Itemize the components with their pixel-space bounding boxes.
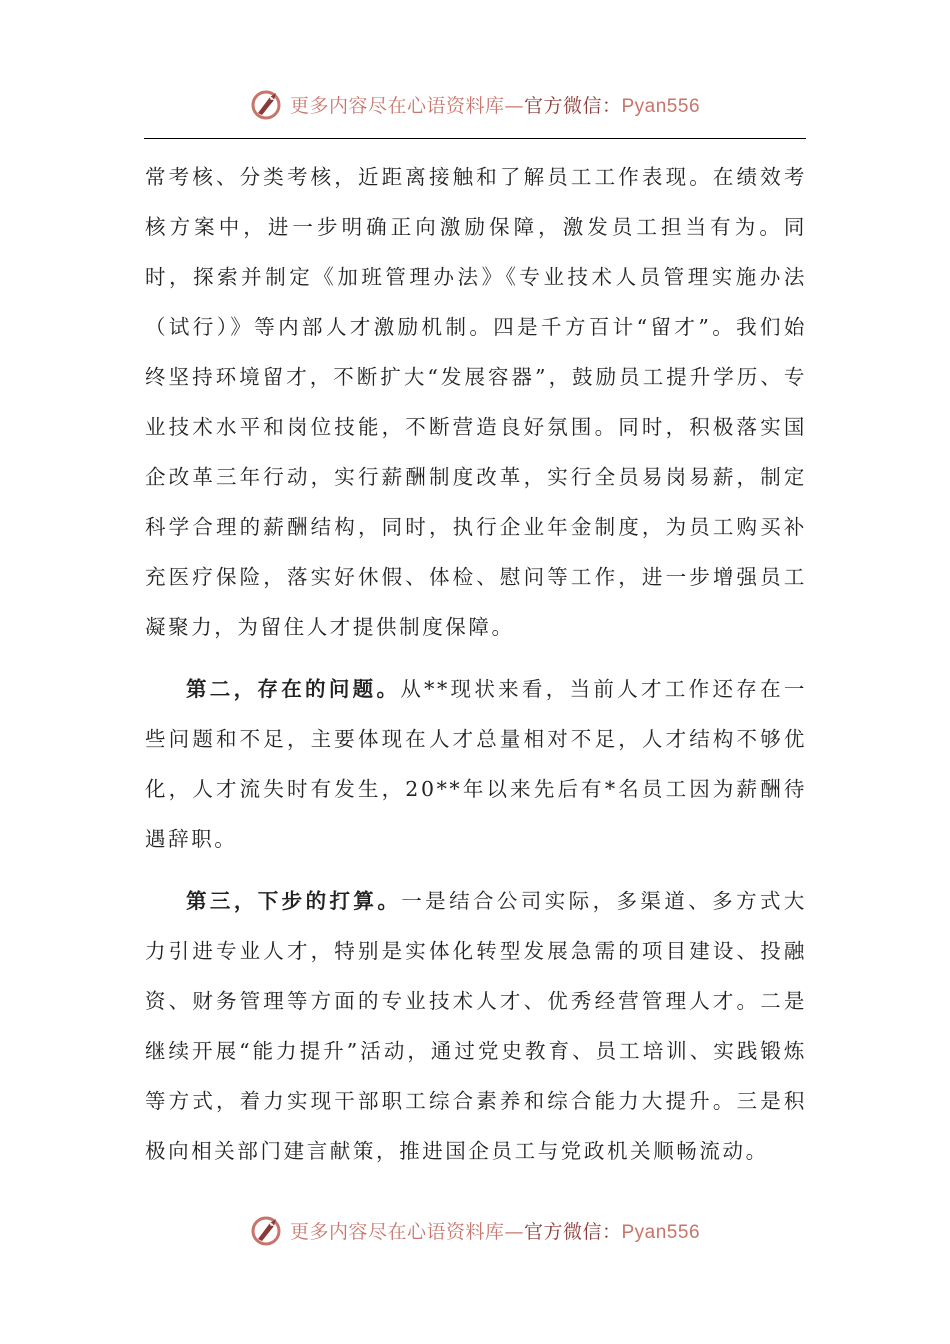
header-banner-content [250, 87, 700, 121]
paragraph-3-text: 一是结合公司实际，多渠道、多方式大力引进专业人才，特别是实体化转型发展急需的项目建设、投融资、财务管理等方面的专业技术人才、优秀经营管理人才。二是继续开展“能力提升”活动，通过党史教育、员工培训、实践锻炼等方式，着力实现干部职工综合素养和综合能力大提升。三是积极向相关部门建言献策，推进国企员工与党政机关顺畅流动。 [145, 889, 807, 1163]
header-banner [0, 84, 950, 124]
paragraph-2-text: 从**现状来看，当前人才工作还存在一些问题和不足，主要体现在人才总量相对不足，人才结构不够优化，人才流失时有发生，20**年以来先后有*名员工因为薪酬待遇辞职。 [145, 677, 807, 851]
header-dash: — [504, 94, 524, 117]
footer-banner [0, 1210, 950, 1250]
header-site-text: 更多内容尽在心语资料库 [289, 94, 505, 117]
paragraph-3-heading: 第三，下步的打算。 [186, 889, 402, 913]
footer-site-text: 更多内容尽在心语资料库 [289, 1220, 505, 1243]
footer-wechat-label: 官方微信： [523, 1220, 622, 1243]
pen-nib-logo-icon [250, 1213, 284, 1247]
header-wechat-label: 官方微信： [523, 94, 622, 117]
paragraph-1: 常考核、分类考核，近距离接触和了解员工工作表现。在绩效考核方案中，进一步明确正向激励保障，激发员工担当有为。同时，探索并制定《加班管理办法》《专业技术人员管理实施办法（试行）》等内部人才激励机制。四是千方百计“留才”。我们始终坚持环境留才，不断扩大“发展容器”，鼓励员工提升学历、专业技术水平和岗位技能，不断营造良好氛围。同时，积极落实国企改革三年行动，实行薪酬制度改革，实行全员易岗易薪，制定科学合理的薪酬结构，同时，执行企业年金制度，为员工购买补充医疗保险，落实好休假、体检、慰问等工作，进一步增强员工凝聚力，为留住人才提供制度保障。 [145, 165, 807, 639]
paragraph-2-heading: 第二，存在的问题。 [186, 677, 401, 701]
paragraph-3 [145, 876, 807, 1176]
header-banner-text [290, 91, 700, 118]
footer-wechat-handle: Pyan556 [621, 1221, 701, 1243]
footer-banner-text [290, 1217, 700, 1244]
header-wechat-handle: Pyan556 [621, 95, 701, 117]
pen-nib-logo-icon [250, 87, 284, 121]
footer-banner-content [250, 1213, 700, 1247]
document-body [145, 152, 807, 1176]
footer-dash: — [504, 1220, 524, 1243]
header-divider [144, 138, 806, 139]
paragraph-2 [145, 664, 807, 864]
